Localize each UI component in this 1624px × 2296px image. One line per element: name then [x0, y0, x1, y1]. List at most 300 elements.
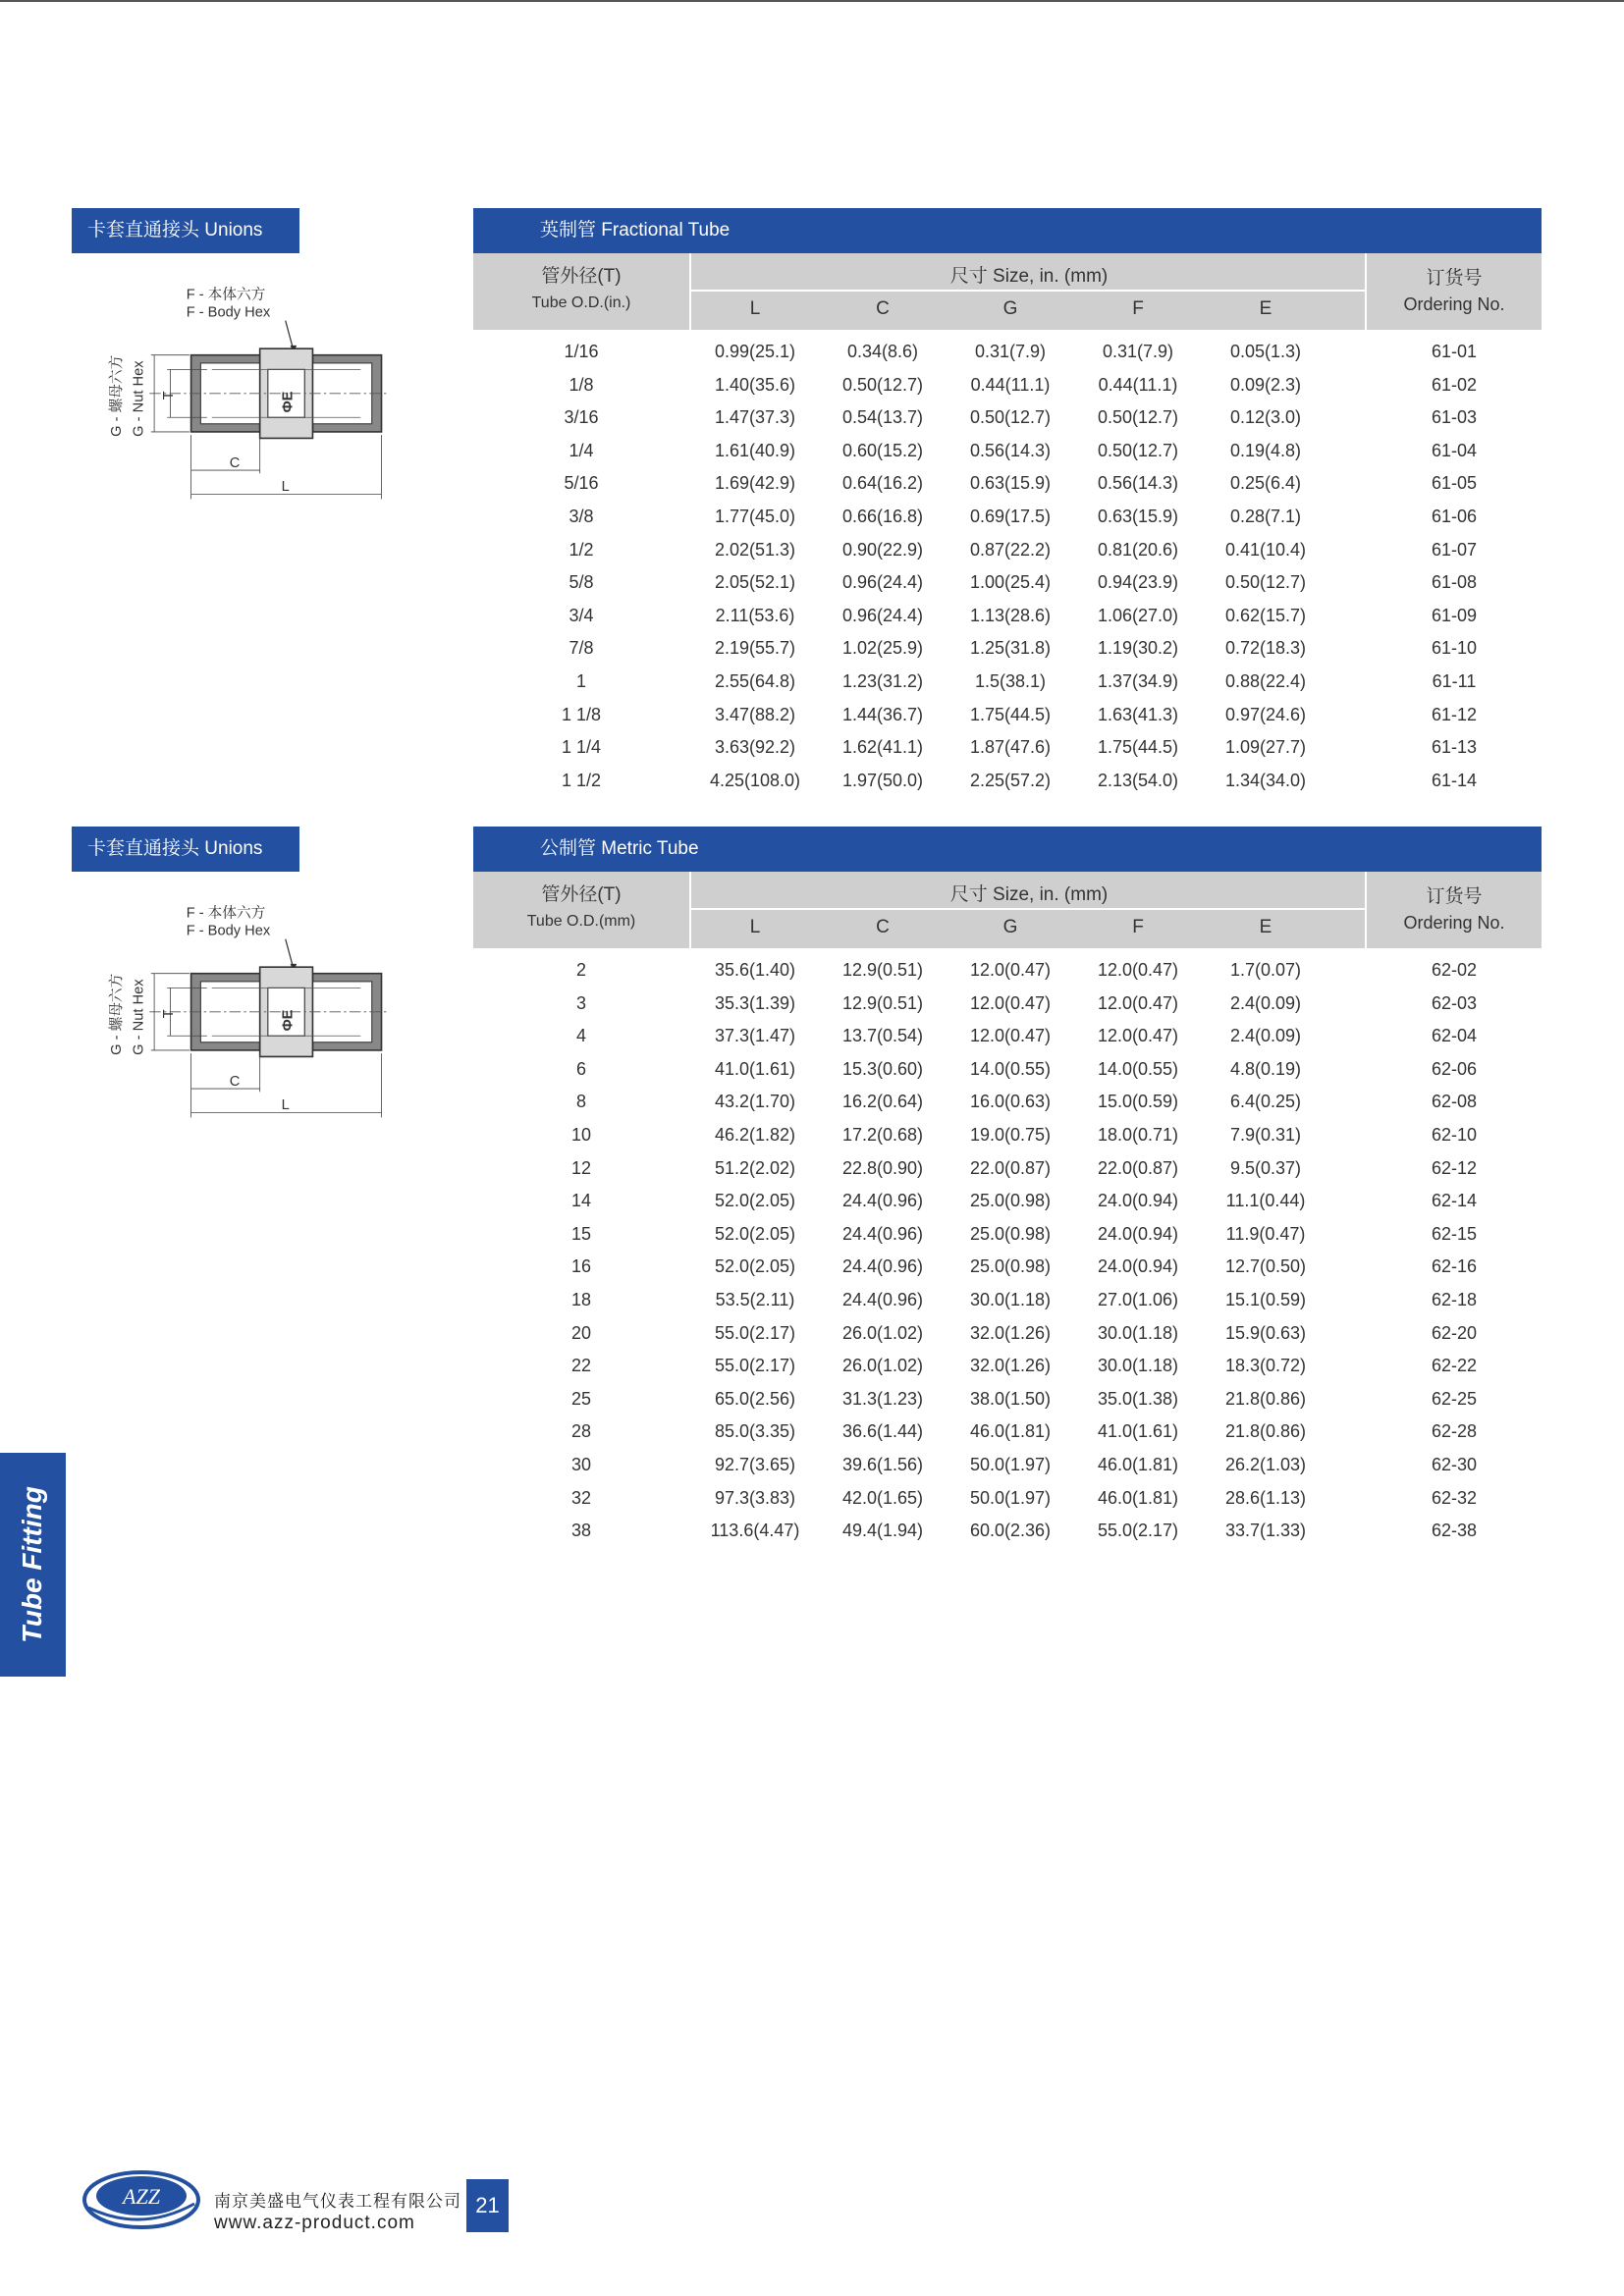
cell-f: 18.0(0.71)	[1097, 1125, 1179, 1145]
cell-tube-od: 2	[575, 960, 586, 980]
cell-e: 0.41(10.4)	[1224, 539, 1307, 560]
table-row	[473, 1514, 1542, 1547]
table-row	[473, 533, 1542, 566]
cell-e: 18.3(0.72)	[1224, 1356, 1307, 1376]
cell-l: 52.0(2.05)	[714, 1191, 796, 1211]
cell-f: 0.63(15.9)	[1097, 507, 1179, 526]
cell-ordering-no[interactable]: 61-04	[1431, 440, 1478, 460]
tube-od-en-header: Tube O.D.(mm)	[526, 913, 636, 930]
cell-g: 38.0(1.50)	[969, 1388, 1052, 1409]
cell-c: 0.66(16.8)	[841, 507, 924, 526]
table-row	[473, 1448, 1542, 1481]
cell-l: 65.0(2.56)	[714, 1388, 796, 1409]
cell-e: 9.5(0.37)	[1229, 1157, 1302, 1178]
cell-ordering-no[interactable]: 61-02	[1431, 374, 1478, 395]
table-header-metric	[473, 872, 1542, 948]
table-row	[473, 335, 1542, 368]
cell-c: 24.4(0.96)	[841, 1191, 924, 1211]
cell-tube-od: 1 1/8	[561, 704, 602, 724]
cell-c: 0.64(16.2)	[841, 473, 924, 494]
cell-ordering-no[interactable]: 61-09	[1431, 605, 1478, 625]
cell-l: 53.5(2.11)	[715, 1290, 795, 1309]
cell-e: 0.25(6.4)	[1229, 473, 1302, 494]
body-hex-cn-label: F - 本体六方	[186, 287, 266, 303]
cell-ordering-no[interactable]: 62-14	[1431, 1191, 1478, 1211]
cell-g: 12.0(0.47)	[969, 992, 1052, 1013]
cell-ordering-no[interactable]: 61-05	[1431, 473, 1478, 494]
cell-e: 0.97(24.6)	[1224, 704, 1307, 724]
cell-c: 0.96(24.4)	[841, 605, 924, 625]
cell-f: 30.0(1.18)	[1097, 1356, 1179, 1376]
table-title-fractional: 英制管 Fractional Tube	[473, 208, 1542, 253]
t-label: T	[160, 1009, 177, 1019]
company-name: 南京美盛电气仪表工程有限公司	[214, 2192, 461, 2211]
cell-f: 46.0(1.81)	[1097, 1487, 1179, 1508]
col-header-l: L	[749, 917, 761, 937]
cell-l: 46.2(1.82)	[714, 1125, 796, 1145]
cell-f: 1.06(27.0)	[1097, 605, 1179, 625]
cell-e: 2.4(0.09)	[1229, 1026, 1302, 1046]
cell-c: 17.2(0.68)	[841, 1125, 924, 1145]
body-hex-en-label: F - Body Hex	[186, 304, 271, 321]
cell-c: 49.4(1.94)	[841, 1521, 924, 1541]
cell-c: 1.62(41.1)	[841, 737, 924, 758]
cell-c: 0.34(8.6)	[846, 342, 919, 361]
cell-c: 31.3(1.23)	[841, 1388, 924, 1409]
cell-l: 2.55(64.8)	[714, 671, 796, 691]
cell-tube-od: 20	[570, 1322, 592, 1343]
cell-f: 0.56(14.3)	[1097, 473, 1179, 494]
cell-tube-od: 7/8	[568, 638, 594, 659]
cell-ordering-no[interactable]: 62-10	[1431, 1125, 1478, 1145]
cell-g: 14.0(0.55)	[969, 1058, 1052, 1079]
cell-g: 32.0(1.26)	[969, 1322, 1052, 1343]
body-hex-cn-label: F - 本体六方	[186, 905, 266, 922]
e-label: ΦE	[280, 391, 297, 413]
cell-f: 27.0(1.06)	[1097, 1290, 1179, 1309]
cell-tube-od: 18	[570, 1290, 592, 1309]
table-row	[473, 1283, 1542, 1316]
cell-ordering-no[interactable]: 61-03	[1431, 407, 1478, 428]
cell-l: 2.02(51.3)	[714, 539, 796, 560]
cell-g: 12.0(0.47)	[969, 960, 1052, 980]
cell-c: 12.9(0.51)	[841, 992, 924, 1013]
cell-l: 2.19(55.7)	[714, 638, 796, 659]
table-row	[473, 730, 1542, 764]
cell-f: 55.0(2.17)	[1097, 1521, 1179, 1541]
cell-ordering-no[interactable]: 61-01	[1431, 342, 1478, 361]
cell-l: 55.0(2.17)	[714, 1356, 796, 1376]
cell-ordering-no[interactable]: 61-08	[1431, 572, 1478, 593]
cell-f: 12.0(0.47)	[1097, 1026, 1179, 1046]
cell-ordering-no[interactable]: 62-30	[1431, 1455, 1478, 1474]
table-row	[473, 1382, 1542, 1415]
cell-g: 46.0(1.81)	[969, 1421, 1052, 1442]
cell-tube-od: 1 1/4	[561, 737, 602, 758]
top-rule	[0, 0, 1624, 2]
cell-g: 50.0(1.97)	[969, 1487, 1052, 1508]
cell-e: 0.09(2.3)	[1229, 374, 1302, 395]
cell-c: 24.4(0.96)	[841, 1256, 924, 1277]
cell-f: 24.0(0.94)	[1097, 1191, 1179, 1211]
cell-c: 42.0(1.65)	[841, 1487, 924, 1508]
logo-text: AZZ	[123, 2184, 160, 2209]
cell-tube-od: 5/16	[564, 473, 599, 494]
cell-f: 0.50(12.7)	[1097, 440, 1179, 460]
cell-c: 0.60(15.2)	[841, 440, 924, 460]
union-diagram	[69, 285, 422, 501]
table-row	[473, 368, 1542, 401]
cell-e: 1.7(0.07)	[1229, 960, 1302, 980]
side-tab-label: Tube Fitting	[17, 1486, 47, 1643]
azz-logo	[81, 2164, 203, 2233]
cell-f: 24.0(0.94)	[1097, 1223, 1179, 1244]
cell-f: 0.94(23.9)	[1097, 572, 1179, 593]
e-label: ΦE	[280, 1009, 297, 1032]
cell-ordering-no[interactable]: 62-20	[1431, 1322, 1478, 1343]
cell-e: 6.4(0.25)	[1229, 1092, 1302, 1112]
cell-ordering-no[interactable]: 61-12	[1431, 704, 1478, 724]
cell-ordering-no[interactable]: 62-08	[1431, 1092, 1478, 1112]
table-row	[473, 698, 1542, 731]
cell-f: 0.44(11.1)	[1098, 374, 1178, 395]
nut-hex-en-label: G - Nut Hex	[131, 979, 147, 1055]
cell-f: 0.50(12.7)	[1097, 407, 1179, 428]
cell-c: 26.0(1.02)	[841, 1356, 924, 1376]
cell-ordering-no[interactable]: 62-32	[1431, 1487, 1478, 1508]
cell-f: 14.0(0.55)	[1097, 1058, 1179, 1079]
cell-e: 0.12(3.0)	[1229, 407, 1302, 428]
cell-ordering-no[interactable]: 62-38	[1431, 1521, 1478, 1541]
cell-tube-od: 4	[575, 1026, 586, 1046]
cell-l: 3.63(92.2)	[714, 737, 796, 758]
table-header-fractional	[473, 253, 1542, 330]
cell-g: 25.0(0.98)	[969, 1191, 1052, 1211]
cell-g: 16.0(0.63)	[969, 1092, 1052, 1112]
cell-c: 0.50(12.7)	[841, 374, 924, 395]
body-hex-en-label: F - Body Hex	[186, 923, 271, 939]
cell-l: 2.11(53.6)	[715, 605, 795, 625]
table-title-metric: 公制管 Metric Tube	[473, 827, 1542, 872]
ordering-en-header: Ordering No.	[1403, 913, 1505, 933]
cell-c: 12.9(0.51)	[841, 960, 924, 980]
cell-tube-od: 12	[570, 1157, 592, 1178]
cell-ordering-no[interactable]: 62-28	[1431, 1421, 1478, 1442]
cell-g: 0.56(14.3)	[969, 440, 1052, 460]
cell-c: 16.2(0.64)	[841, 1092, 924, 1112]
cell-c: 24.4(0.96)	[841, 1223, 924, 1244]
side-tab-tube-fitting	[0, 1453, 66, 1677]
cell-e: 11.9(0.47)	[1225, 1223, 1306, 1244]
col-header-g: G	[1002, 917, 1018, 937]
table-row	[473, 987, 1542, 1020]
cell-e: 1.34(34.0)	[1224, 770, 1307, 790]
cell-e: 33.7(1.33)	[1224, 1521, 1307, 1541]
table-row	[473, 1349, 1542, 1382]
table-row	[473, 1316, 1542, 1350]
col-header-e: E	[1259, 917, 1272, 937]
table-row	[473, 1217, 1542, 1251]
cell-ordering-no[interactable]: 62-06	[1431, 1058, 1478, 1079]
cell-ordering-no[interactable]: 61-07	[1431, 539, 1478, 560]
col-header-l: L	[749, 298, 761, 319]
cell-c: 1.02(25.9)	[841, 638, 924, 659]
cell-c: 1.23(31.2)	[841, 671, 924, 691]
table-row	[473, 1481, 1542, 1515]
cell-ordering-no[interactable]: 61-13	[1431, 737, 1478, 758]
cell-e: 4.8(0.19)	[1229, 1058, 1302, 1079]
cell-tube-od: 1	[575, 671, 586, 691]
cell-c: 1.97(50.0)	[841, 770, 924, 790]
nut-hex-en-label: G - Nut Hex	[131, 360, 147, 437]
cell-l: 52.0(2.05)	[714, 1223, 796, 1244]
cell-e: 26.2(1.03)	[1224, 1455, 1307, 1474]
section-label-unions: 卡套直通接头 Unions	[72, 208, 299, 253]
cell-tube-od: 32	[570, 1487, 592, 1508]
cell-tube-od: 16	[570, 1256, 592, 1277]
cell-ordering-no[interactable]: 61-06	[1431, 507, 1478, 526]
cell-ordering-no[interactable]: 62-04	[1431, 1026, 1478, 1046]
cell-l: 35.3(1.39)	[714, 992, 796, 1013]
l-label: L	[281, 479, 290, 496]
cell-ordering-no[interactable]: 62-16	[1431, 1256, 1478, 1277]
cell-ordering-no[interactable]: 62-02	[1431, 960, 1478, 980]
cell-e: 0.50(12.7)	[1224, 572, 1307, 593]
cell-f: 1.19(30.2)	[1097, 638, 1179, 659]
cell-tube-od: 1/4	[568, 440, 594, 460]
table-row	[473, 500, 1542, 533]
cell-e: 0.62(15.7)	[1224, 605, 1307, 625]
tube-od-en-header: Tube O.D.(in.)	[531, 294, 631, 311]
table-row	[473, 631, 1542, 665]
tube-od-cn-header: 管外径(T)	[541, 884, 622, 905]
cell-f: 22.0(0.87)	[1097, 1157, 1179, 1178]
cell-e: 0.19(4.8)	[1229, 440, 1302, 460]
cell-tube-od: 6	[575, 1058, 586, 1079]
cell-tube-od: 1/2	[568, 539, 594, 560]
cell-l: 1.77(45.0)	[714, 507, 796, 526]
union-diagram-metric	[69, 903, 422, 1119]
cell-g: 1.87(47.6)	[969, 737, 1052, 758]
table-row	[473, 599, 1542, 632]
cell-l: 4.25(108.0)	[709, 770, 801, 790]
section-label-unions-metric: 卡套直通接头 Unions	[72, 827, 299, 872]
cell-ordering-no[interactable]: 61-11	[1432, 671, 1477, 691]
cell-tube-od: 22	[570, 1356, 592, 1376]
cell-g: 22.0(0.87)	[969, 1157, 1052, 1178]
cell-c: 22.8(0.90)	[841, 1157, 924, 1178]
cell-f: 0.31(7.9)	[1102, 342, 1174, 361]
cell-l: 2.05(52.1)	[714, 572, 796, 593]
cell-c: 39.6(1.56)	[841, 1455, 924, 1474]
col-header-f: F	[1132, 298, 1144, 319]
cell-l: 55.0(2.17)	[714, 1322, 796, 1343]
cell-f: 41.0(1.61)	[1097, 1421, 1179, 1442]
cell-g: 12.0(0.47)	[969, 1026, 1052, 1046]
cell-l: 51.2(2.02)	[714, 1157, 796, 1178]
cell-tube-od: 25	[570, 1388, 592, 1409]
table-row	[473, 1118, 1542, 1151]
cell-c: 36.6(1.44)	[841, 1421, 924, 1442]
cell-f: 1.37(34.9)	[1097, 671, 1179, 691]
cell-l: 43.2(1.70)	[714, 1092, 796, 1112]
cell-f: 35.0(1.38)	[1097, 1388, 1179, 1409]
cell-f: 0.81(20.6)	[1097, 539, 1179, 560]
cell-g: 32.0(1.26)	[969, 1356, 1052, 1376]
cell-f: 12.0(0.47)	[1097, 960, 1179, 980]
cell-tube-od: 38	[570, 1521, 592, 1541]
cell-c: 26.0(1.02)	[841, 1322, 924, 1343]
cell-l: 1.40(35.6)	[714, 374, 796, 395]
cell-l: 35.6(1.40)	[714, 960, 796, 980]
table-row	[473, 1415, 1542, 1448]
nut-hex-cn-label: G - 螺母六方	[108, 354, 125, 437]
cell-tube-od: 5/8	[568, 572, 594, 593]
t-label: T	[160, 391, 177, 400]
cell-tube-od: 14	[570, 1191, 592, 1211]
c-label: C	[229, 1073, 241, 1090]
cell-l: 1.69(42.9)	[714, 473, 796, 494]
table-row	[473, 1085, 1542, 1118]
cell-c: 0.54(13.7)	[841, 407, 924, 428]
cell-tube-od: 10	[570, 1125, 592, 1145]
cell-e: 11.1(0.44)	[1225, 1191, 1306, 1211]
cell-ordering-no[interactable]: 62-22	[1431, 1356, 1478, 1376]
table-row	[473, 400, 1542, 434]
cell-e: 28.6(1.13)	[1224, 1487, 1307, 1508]
cell-f: 1.63(41.3)	[1097, 704, 1179, 724]
cell-f: 24.0(0.94)	[1097, 1256, 1179, 1277]
cell-l: 85.0(3.35)	[714, 1421, 796, 1442]
cell-f: 46.0(1.81)	[1097, 1455, 1179, 1474]
cell-g: 25.0(0.98)	[969, 1256, 1052, 1277]
cell-tube-od: 1/16	[564, 342, 599, 361]
cell-ordering-no[interactable]: 62-03	[1431, 992, 1478, 1013]
l-label: L	[281, 1097, 290, 1114]
col-header-g: G	[1002, 298, 1018, 319]
cell-ordering-no[interactable]: 61-10	[1431, 638, 1478, 659]
cell-l: 52.0(2.05)	[714, 1256, 796, 1277]
cell-tube-od: 3/8	[568, 507, 594, 526]
table-row	[473, 1250, 1542, 1283]
ordering-cn-header: 订货号	[1426, 886, 1483, 907]
cell-g: 0.44(11.1)	[970, 374, 1051, 395]
cell-f: 1.75(44.5)	[1097, 737, 1179, 758]
cell-g: 0.50(12.7)	[969, 407, 1052, 428]
table-row	[473, 665, 1542, 698]
nut-hex-cn-label: G - 螺母六方	[108, 973, 125, 1055]
cell-tube-od: 3	[575, 992, 586, 1013]
cell-l: 37.3(1.47)	[714, 1026, 796, 1046]
table-row	[473, 953, 1542, 987]
cell-c: 24.4(0.96)	[841, 1290, 924, 1309]
cell-g: 50.0(1.97)	[969, 1455, 1052, 1474]
cell-tube-od: 8	[575, 1092, 586, 1112]
cell-e: 21.8(0.86)	[1224, 1388, 1307, 1409]
cell-g: 1.25(31.8)	[969, 638, 1052, 659]
c-label: C	[229, 454, 241, 471]
cell-l: 97.3(3.83)	[714, 1487, 796, 1508]
col-header-e: E	[1259, 298, 1272, 319]
col-header-f: F	[1132, 917, 1144, 937]
cell-g: 0.31(7.9)	[974, 342, 1047, 361]
cell-tube-od: 28	[570, 1421, 592, 1442]
cell-e: 0.88(22.4)	[1224, 671, 1307, 691]
cell-ordering-no[interactable]: 61-14	[1431, 770, 1478, 790]
cell-f: 12.0(0.47)	[1097, 992, 1179, 1013]
cell-tube-od: 3/16	[564, 407, 599, 428]
cell-ordering-no[interactable]: 62-12	[1431, 1157, 1478, 1178]
cell-e: 1.09(27.7)	[1224, 737, 1307, 758]
cell-g: 25.0(0.98)	[969, 1223, 1052, 1244]
table-row	[473, 1151, 1542, 1185]
tube-od-cn-header: 管外径(T)	[541, 266, 622, 287]
col-header-c: C	[876, 298, 890, 319]
cell-c: 0.90(22.9)	[841, 539, 924, 560]
cell-g: 0.69(17.5)	[969, 507, 1052, 526]
size-header: 尺寸 Size, in. (mm)	[949, 884, 1109, 905]
cell-l: 3.47(88.2)	[714, 704, 796, 724]
cell-c: 13.7(0.54)	[841, 1026, 924, 1046]
page-number: 21	[466, 2179, 509, 2232]
cell-g: 1.13(28.6)	[969, 605, 1052, 625]
cell-g: 19.0(0.75)	[969, 1125, 1052, 1145]
table-row	[473, 1052, 1542, 1086]
cell-e: 0.28(7.1)	[1229, 507, 1302, 526]
cell-l: 0.99(25.1)	[714, 342, 796, 361]
cell-tube-od: 1 1/2	[561, 770, 602, 790]
cell-e: 0.05(1.3)	[1229, 342, 1302, 361]
cell-e: 21.8(0.86)	[1224, 1421, 1307, 1442]
cell-l: 1.61(40.9)	[714, 440, 796, 460]
cell-l: 113.6(4.47)	[710, 1521, 800, 1541]
table-row	[473, 1019, 1542, 1052]
cell-ordering-no[interactable]: 62-18	[1431, 1290, 1478, 1309]
cell-g: 60.0(2.36)	[969, 1521, 1052, 1541]
cell-g: 0.63(15.9)	[969, 473, 1052, 494]
cell-g: 2.25(57.2)	[969, 770, 1052, 790]
cell-tube-od: 30	[570, 1455, 592, 1474]
cell-l: 92.7(3.65)	[714, 1455, 796, 1474]
cell-e: 15.9(0.63)	[1224, 1322, 1307, 1343]
cell-e: 12.7(0.50)	[1224, 1256, 1307, 1277]
cell-g: 1.00(25.4)	[969, 572, 1052, 593]
cell-tube-od: 1/8	[568, 374, 594, 395]
cell-e: 2.4(0.09)	[1229, 992, 1302, 1013]
cell-tube-od: 15	[570, 1223, 592, 1244]
cell-g: 30.0(1.18)	[969, 1290, 1052, 1309]
col-header-c: C	[876, 917, 890, 937]
cell-c: 1.44(36.7)	[841, 704, 924, 724]
cell-g: 0.87(22.2)	[969, 539, 1052, 560]
table-row	[473, 466, 1542, 500]
cell-g: 1.5(38.1)	[974, 671, 1047, 691]
website-url[interactable]: www.azz-product.com	[214, 2213, 415, 2233]
table-row	[473, 1184, 1542, 1217]
table-row	[473, 764, 1542, 797]
table-row	[473, 565, 1542, 599]
cell-ordering-no[interactable]: 62-25	[1431, 1388, 1478, 1409]
cell-e: 15.1(0.59)	[1224, 1290, 1307, 1309]
cell-ordering-no[interactable]: 62-15	[1431, 1223, 1478, 1244]
cell-f: 2.13(54.0)	[1097, 770, 1179, 790]
cell-tube-od: 3/4	[568, 605, 594, 625]
table-row	[473, 434, 1542, 467]
ordering-cn-header: 订货号	[1426, 268, 1483, 289]
cell-f: 30.0(1.18)	[1097, 1322, 1179, 1343]
cell-g: 1.75(44.5)	[969, 704, 1052, 724]
ordering-en-header: Ordering No.	[1403, 294, 1505, 314]
